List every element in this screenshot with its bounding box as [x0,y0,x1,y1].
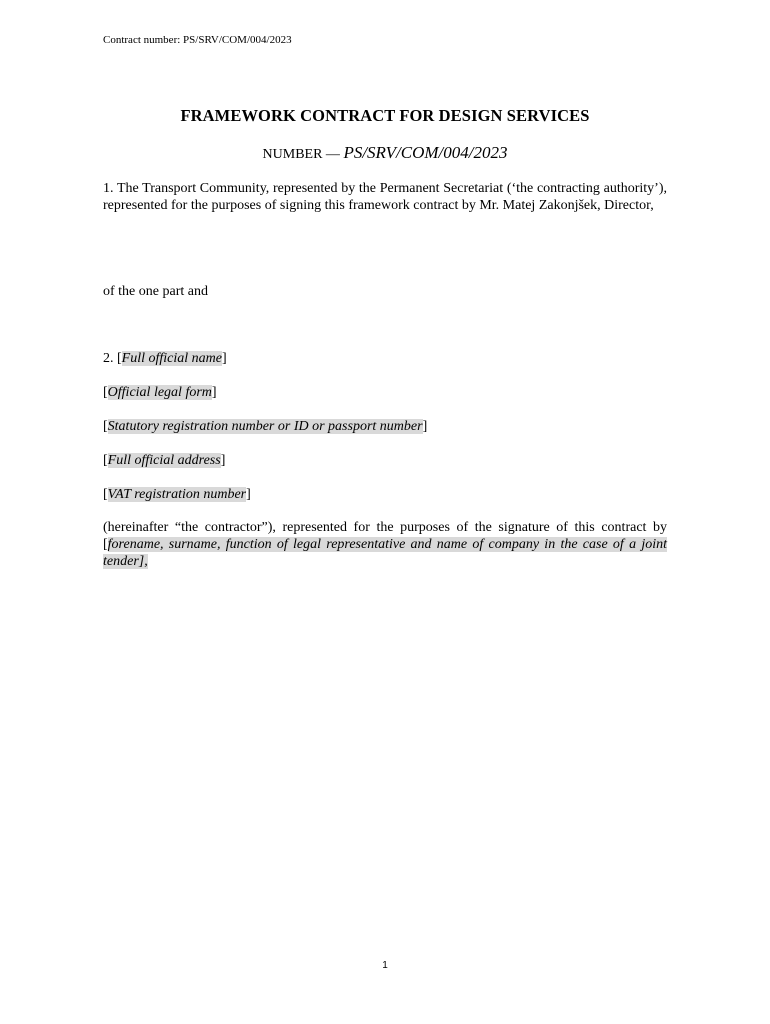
contracting-authority-paragraph: 1. The Transport Community, represented by the Permanent Secretariat (‘the contracting authority’), represented for the purposes of signing this framework contract by Mr. Matej Zakonjšek, Director, [103,181,667,213]
contractor-paragraph [103,519,667,570]
one-part-text: of the one part and [103,284,208,299]
vat-registration-number-field[interactable]: VAT registration number [107,487,247,502]
close-bracket: ] [422,419,428,434]
legal-representative-field[interactable]: forename, surname, function of legal representative and name of company in the case of a joint tender], [103,537,667,569]
contractor-name-line [103,350,227,367]
open-bracket: [ [103,453,108,468]
close-bracket: ] [220,453,226,468]
number-label: NUMBER — [262,147,340,162]
official-legal-form-field[interactable]: Official legal form [107,385,212,400]
party-number-prefix: 2. [ [103,351,122,366]
close-bracket: ] [222,351,227,366]
open-bracket: [ [103,487,108,502]
contractor-text: (hereinafter “the contractor”), represented for the purposes of the signature of this contract by [ [103,520,667,552]
vat-number-line [103,486,251,503]
number-value: PS/SRV/COM/004/2023 [343,143,508,162]
legal-form-line [103,384,217,401]
full-official-name-field[interactable]: Full official name [121,351,222,366]
close-bracket: ] [211,385,217,400]
close-bracket: ] [246,487,251,502]
official-address-line [103,452,225,469]
registration-number-line [103,418,427,435]
document-title: FRAMEWORK CONTRACT FOR DESIGN SERVICES [180,106,590,125]
open-bracket: [ [103,419,108,434]
full-official-address-field[interactable]: Full official address [107,453,221,468]
page-number: 1 [382,960,388,971]
contract-number-line [0,143,770,163]
open-bracket: [ [103,385,108,400]
registration-number-field[interactable]: Statutory registration number or ID or passport number [107,419,423,434]
contract-number-header: Contract number: PS/SRV/COM/004/2023 [103,34,292,46]
